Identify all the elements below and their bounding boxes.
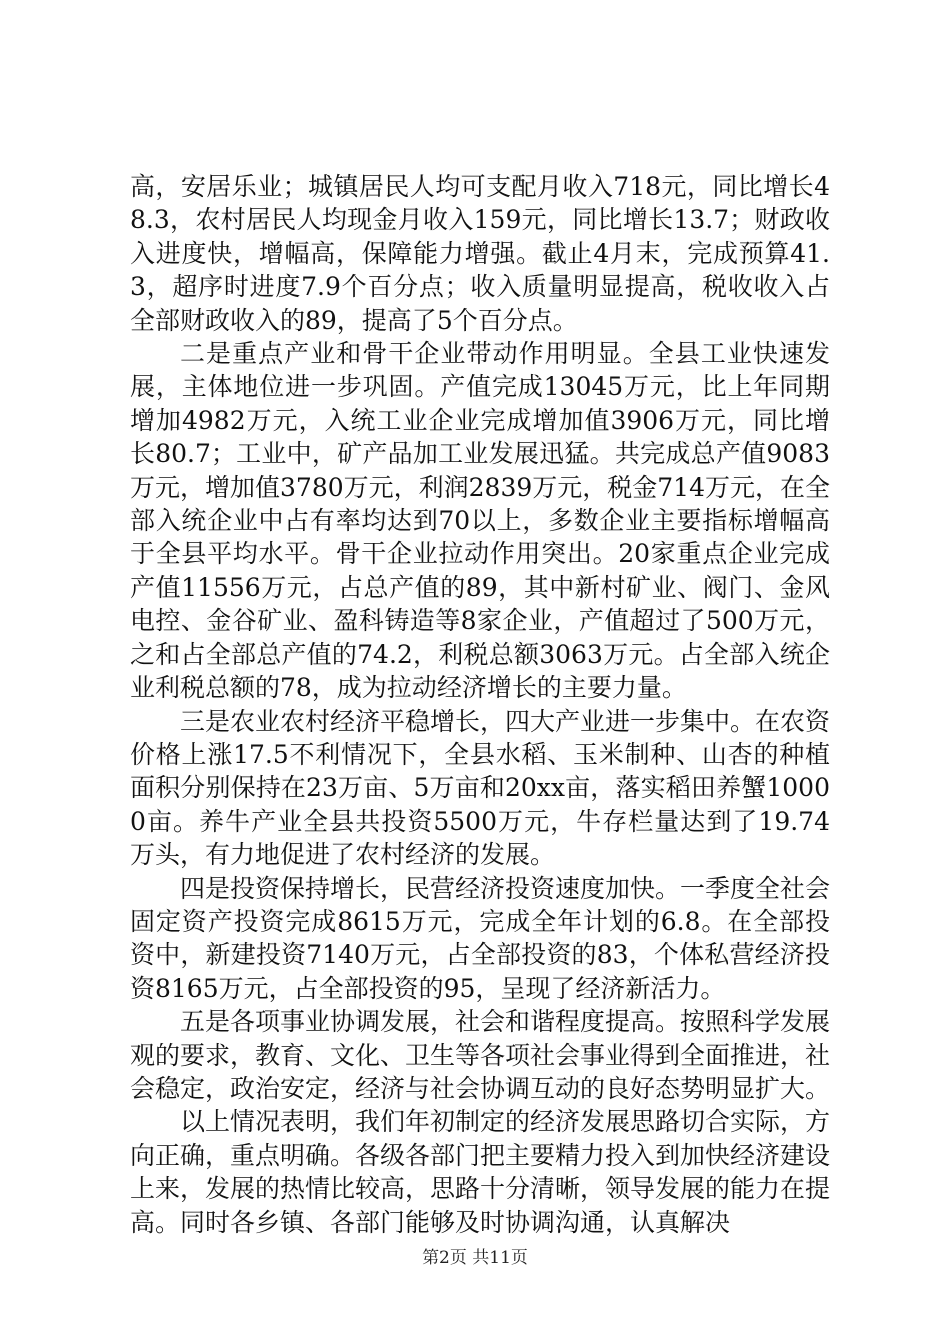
paragraph-industry: 二是重点产业和骨干企业带动作用明显。全县工业快速发展，主体地位进一步巩固。产值完成13045万元，比上年同期增加4982万元，入统工业企业完成增加值3906万元，同比增长80.7；工业中，矿产品加工业发展迅猛。共完成总产值9083万元，增加值3780万元，利润2839万元，税金714万元，在全部入统企业中占有率均达到70以上，多数企业主要指标增幅高于全县平均水平。骨干企业拉动作用突出。20家重点企业完成产值11556万元，占总产值的89，其中新村矿业、阀门、金风电控、金谷矿业、盈科铸造等8家企业，产值超过了500万元，之和占全部总产值的74.2，利税总额3063万元。占全部入统企业利税总额的78，成为拉动经济增长的主要力量。 [130, 339, 830, 703]
paragraph-agriculture: 三是农业农村经济平稳增长，四大产业进一步集中。在农资价格上涨17.5不利情况下，全县水稻、玉米制种、山杏的种植面积分别保持在23万亩、5万亩和20xx亩，落实稻田养蟹10000亩。养牛产业全县共投资5500万元，牛存栏量达到了19.74万头，有力地促进了农村经济的发展。 [130, 706, 831, 870]
paragraph-investment: 四是投资保持增长，民营经济投资速度加快。一季度全社会固定资产投资完成8615万元，完成全年计划的6.8。在全部投资中，新建投资7140万元，占全部投资的83，个体私营经济投资8165万元，占全部投资的95，呈现了经济新活力。 [130, 873, 831, 1003]
page-footer: 第2页 共11页 [422, 1248, 528, 1268]
paragraph-income-finance: 高，安居乐业；城镇居民人均可支配月收入718元，同比增长48.3，农村居民人均现金月收入159元，同比增长13.7；财政收入进度快，增幅高，保障能力增强。截止4月末，完成预算41.3，超序时进度7.9个百分点；收入质量明显提高，税收收入占全部财政收入的89，提高了5个百分点。 [130, 172, 830, 335]
paragraph-summary: 以上情况表明，我们年初制定的经济发展思路切合实际，方向正确，重点明确。各级各部门把主要精力投入到加快经济建设上来，发展的热情比较高，思路十分清晰，领导发展的能力在提高。同时各乡镇、各部门能够及时协调沟通，认真解决 [130, 1107, 831, 1237]
document-body [130, 170, 830, 1239]
paragraph-social-development: 五是各项事业协调发展，社会和谐程度提高。按照科学发展观的要求，教育、文化、卫生等各项社会事业得到全面推进，社会稳定，政治安定，经济与社会协调互动的良好态势明显扩大。 [130, 1007, 831, 1103]
